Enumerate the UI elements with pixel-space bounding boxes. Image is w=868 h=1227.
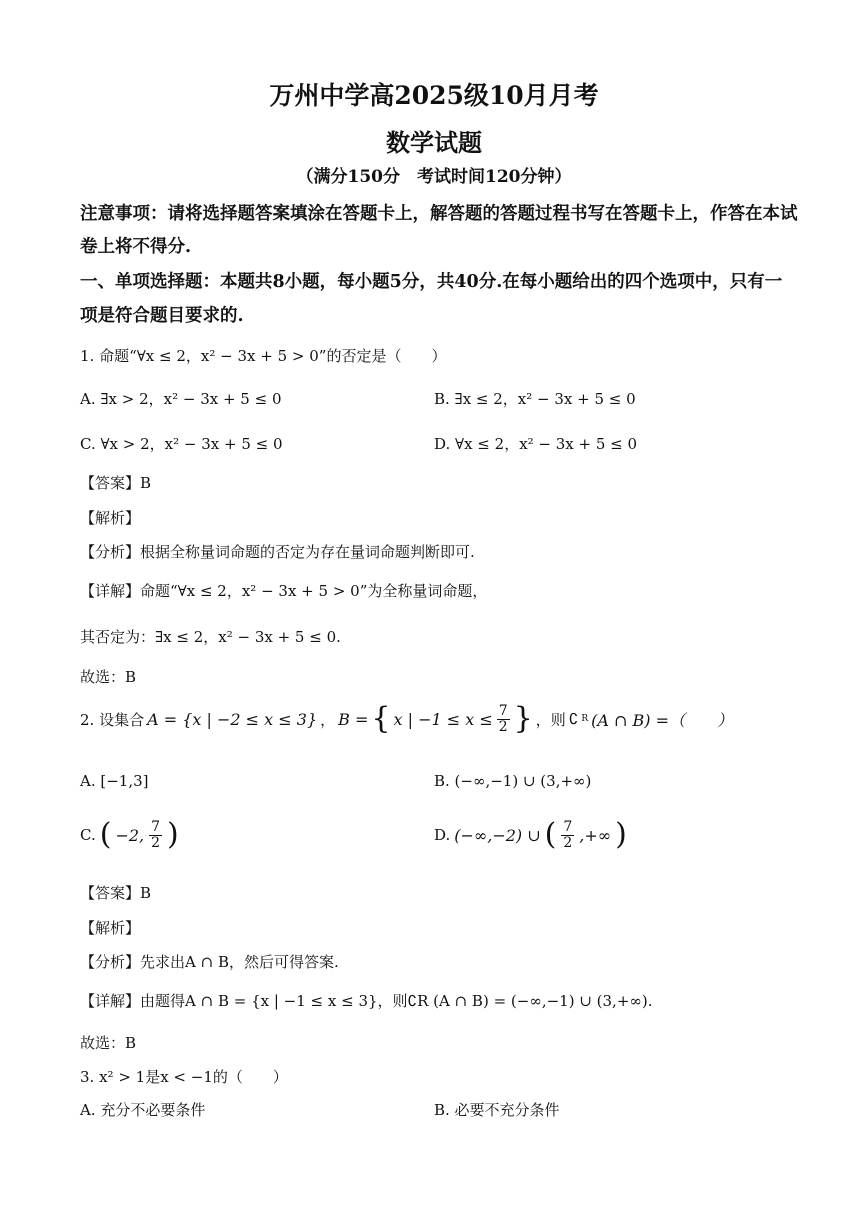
q2-set-b-prefix: B = <box>338 709 369 729</box>
q1-fenxi: 【分析】根据全称量词命题的否定为存在量词命题判断即可. <box>80 543 475 561</box>
q1-option-c: C. ∀x > 2，x² − 3x + 5 ≤ 0 <box>80 435 283 453</box>
q1-xiangjie-2: 其否定为：∃x ≤ 2，x² − 3x + 5 ≤ 0. <box>80 628 341 646</box>
q1-guxuan: 故选：B <box>80 668 137 686</box>
q1-answer: 【答案】B <box>80 474 152 492</box>
q2-option-a: A. [−1,3] <box>80 772 149 790</box>
q2-fenxi: 【分析】先求出A ∩ B，然后可得答案. <box>80 953 339 971</box>
notice-line-1: 注意事项：请将选择题答案填涂在答题卡上，解答题的答题过程书写在答题卡上，作答在本试 <box>80 204 798 224</box>
q2-set-a: A = {x | −2 ≤ x ≤ 3} <box>147 709 318 729</box>
q1-xiangjie-1: 【详解】命题“∀x ≤ 2，x² − 3x + 5 > 0”为全称量词命题， <box>80 582 488 600</box>
exam-title: 万州中学高2025级10月月考 <box>269 81 599 110</box>
q2-stem-suffix: ，则 <box>535 710 566 729</box>
q1-jiexi: 【解析】 <box>80 509 141 527</box>
q1-option-d: D. ∀x ≤ 2，x² − 3x + 5 ≤ 0 <box>434 435 638 453</box>
q2-option-d: D. (−∞,−2) ∪ ( $\frac{7}{2}$ ,+∞ ) <box>434 817 627 853</box>
q2-stem-end: (A ∩ B) =（ ） <box>591 710 733 730</box>
q2-c-frac: $\frac{7}{2}$ <box>151 819 161 851</box>
q2-set-b: x | −1 ≤ x ≤ <box>393 709 493 729</box>
complement-symbol: ∁ <box>568 710 579 729</box>
q2-option-c: C. ( −2, $\frac{7}{2}$ ) <box>80 817 179 853</box>
q3-option-a: A. 充分不必要条件 <box>80 1101 206 1119</box>
exam-subtitle: 数学试题 <box>386 128 482 157</box>
exam-info: （满分150分 考试时间120分钟） <box>296 167 572 187</box>
q2-answer: 【答案】B <box>80 884 152 902</box>
q2-guxuan: 故选：B <box>80 1034 137 1052</box>
q2-stem-prefix: 2. 设集合 <box>80 710 145 729</box>
q2-stem: 2. 设集合 A = {x | −2 ≤ x ≤ 3} ， B = { x | −1 ≤ x ≤ $\frac{7}{2}$ } ，则 ∁ R (A ∩ B) =（ ） <box>80 701 733 737</box>
q1-option-a: A. ∃x > 2，x² − 3x + 5 ≤ 0 <box>80 390 282 408</box>
q2-jiexi: 【解析】 <box>80 919 141 937</box>
q2-xiangjie: 【详解】由题得A ∩ B = {x | −1 ≤ x ≤ 3}，则∁R (A ∩ B) = (−∞,−1) ∪ (3,+∞). <box>80 992 653 1010</box>
q2-option-b: B. (−∞,−1) ∪ (3,+∞) <box>434 772 592 790</box>
q1-option-b: B. ∃x ≤ 2，x² − 3x + 5 ≤ 0 <box>434 390 636 408</box>
notice-line-2: 卷上将不得分. <box>80 237 192 257</box>
q2-frac-seven-halves: $\frac{7}{2}$ <box>498 703 508 735</box>
section-heading-line-2: 项是符合题目要求的. <box>80 306 244 326</box>
q3-option-b: B. 必要不充分条件 <box>434 1101 560 1119</box>
q3-stem: 3. x² > 1是x < −1的（ ） <box>80 1068 288 1086</box>
section-heading-line-1: 一、单项选择题：本题共8小题，每小题5分，共40分.在每小题给出的四个选项中，只有一 <box>80 272 783 292</box>
q2-d-frac: $\frac{7}{2}$ <box>563 819 573 851</box>
q1-stem: 1. 命题“∀x ≤ 2，x² − 3x + 5 > 0”的否定是（ ） <box>80 347 447 365</box>
